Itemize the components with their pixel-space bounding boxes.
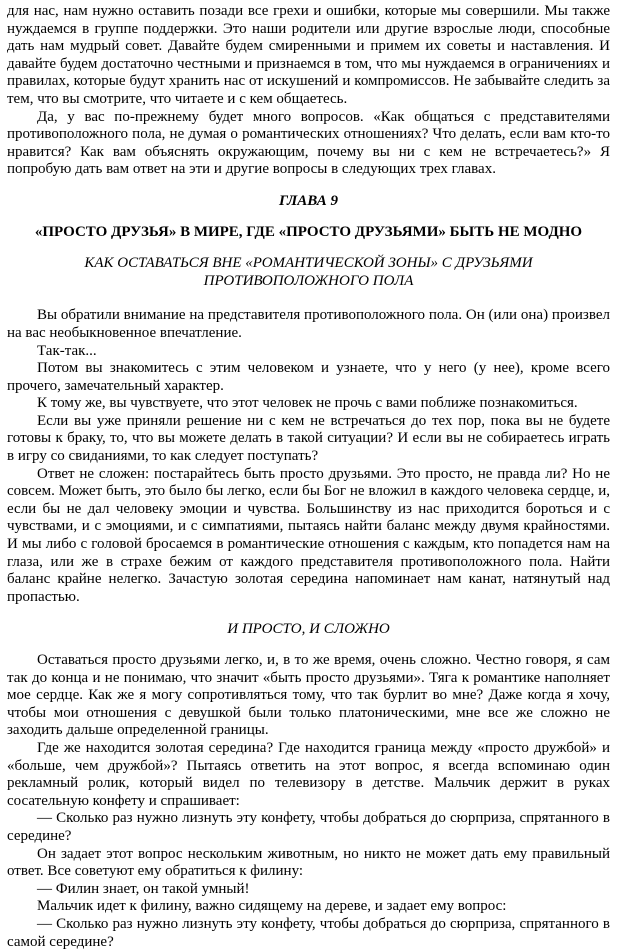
body-paragraph: Если вы уже приняли решение ни с кем не встречаться до тех пор, пока вы не будете готовы к браку, то, что вы можете делать в такой ситуации? И если вы не собираетесь играть в игру со свиданиями, то как следует поступать? <box>7 412 610 465</box>
intro-paragraph: Да, у вас по-прежнему будет много вопросов. «Как общаться с представителями противоположного пола, не думая о романтических отношениях? Что делать, если вам кто-то нравится? Как вам объяснять окружающим, почему вы ни с кем не встречаетесь?» Я попробую дать вам ответ на эти и другие вопросы в следующих трех главах. <box>7 108 610 178</box>
dialogue-line: — Филин знает, он такой умный! <box>37 880 250 897</box>
body-paragraph: Вы обратили внимание на представителя противоположного пола. Он (или она) произвел на вас необыкновенное впечатление. <box>7 307 610 341</box>
body-paragraph: Так-так... <box>37 342 97 359</box>
body-paragraph: К тому же, вы чувствуете, что этот человек не прочь с вами поближе познакомиться. <box>37 395 578 412</box>
body-paragraph: Он задает этот вопрос нескольким животным, но никто не может дать ему правильный ответ. Все советуют ему обратиться к филину: <box>7 845 610 880</box>
intro-paragraph: для нас, нам нужно оставить позади все грехи и ошибки, которые мы совершили. Мы также нуждаемся в группе поддержки. Это наши родители или другие взрослые люди, способные дать нам мудрый совет. Давайте будем смиренными и примем их советы и наставления. И давайте будем достаточно честными и признаемся в том, что мы нуждаемся в ограничениях и правилах, которые будут хранить нас от искушений и компромиссов. Не забывайте следить за тем, что вы смотрите, что читаете и с кем общаетесь. <box>7 3 610 107</box>
dialogue-line: — Сколько раз нужно лизнуть эту конфету, чтобы добраться до сюрприза, спрятанного в середине? <box>7 810 610 844</box>
body-paragraph: Мальчик идет к филину, важно сидящему на дереве, и задает ему вопрос: <box>37 898 507 915</box>
body-paragraph: Где же находится золотая середина? Где находится граница между «просто дружбой» и «больше, чем дружбой»? Пытаясь ответить на этот вопрос, я всегда вспоминаю один рекламный ролик, который видел по телевизору в детстве. Мальчик держит в руках сосательную конфету и спрашивает: <box>7 739 610 809</box>
body-paragraph: Оставаться просто друзьями легко, и, в то же время, очень сложно. Честно говоря, я сам так до конца и не понимаю, что значит «быть просто друзьями». Тяга к романтике наполняет мое сердце. Как же я могу сопротивляться тому, что так бурлит во мне? Даже когда я хочу, чтобы мои отношения с девушкой были только платоническими, мне все же сложно не заходить дальше определенной границы. <box>7 652 610 739</box>
chapter-label: ГЛАВА 9 <box>278 192 338 209</box>
section-title: И ПРОСТО, И СЛОЖНО <box>227 621 390 638</box>
body-paragraph: Потом вы знакомитесь с этим человеком и узнаете, что у него (у нее), кроме всего прочего, замечательный характер. <box>7 360 610 394</box>
dialogue-line: — Сколько раз нужно лизнуть эту конфету, чтобы добраться до сюрприза, спрятанного в самой середине? <box>7 915 610 950</box>
chapter-title: «ПРОСТО ДРУЗЬЯ» В МИРЕ, ГДЕ «ПРОСТО ДРУЗЬЯМИ» БЫТЬ НЕ МОДНО <box>34 223 583 240</box>
body-paragraph: Ответ не сложен: постарайтесь быть просто друзьями. Это просто, не правда ли? Но не совсем. Может быть, это было бы легко, если бы Бог не вложил в каждого человека сердце, и, если бы не дал человеку эмоции и чувства. Большинству из нас приходится бороться и с чувствами, и с эмоциями, и с симпатиями, пытаясь найти баланс между двумя крайностями. И мы либо с головой бросаемся в романтические отношения с каждым, кто попадется нам на глаза, или же в страхе бежим от каждого представителя противоположного пола. Найти баланс крайне нелегко. Зачастую золотая середина напоминает нам канат, натянутый над пропастью. <box>7 465 610 605</box>
chapter-subtitle: КАК ОСТАВАТЬСЯ ВНЕ «РОМАНТИЧЕСКОЙ ЗОНЫ» С ДРУЗЬЯМИ ПРОТИВОПОЛОЖНОГО ПОЛА <box>84 255 533 289</box>
